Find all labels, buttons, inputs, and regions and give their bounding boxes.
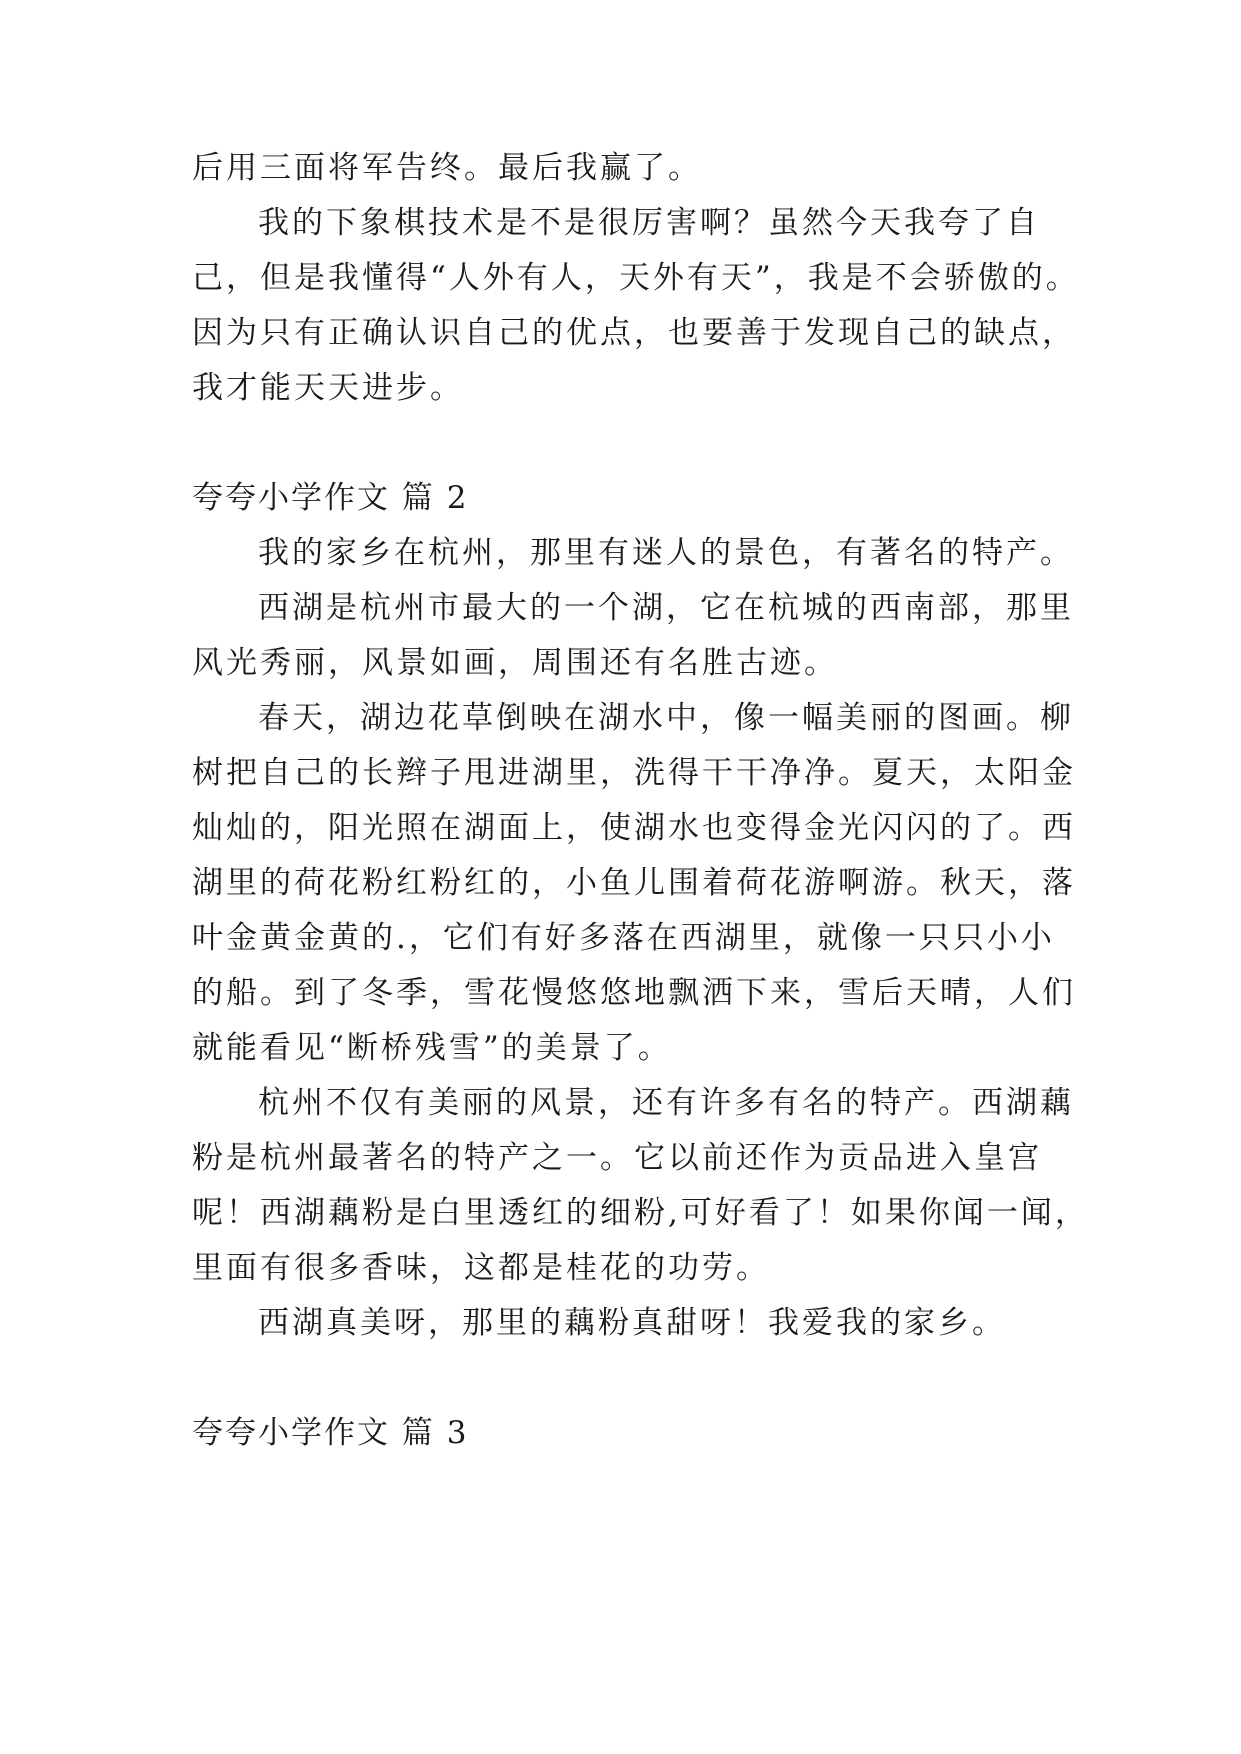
paragraph-line: 叶金黄金黄的.，它们有好多落在西湖里，就像一只只小小 (192, 920, 1055, 956)
paragraph-line: 己，但是我懂得“人外有人，天外有天”，我是不会骄傲的。 (192, 260, 1080, 296)
section-heading: 夸夸小学作文 篇 3 (192, 1415, 469, 1451)
paragraph-line: 我才能天天进步。 (192, 370, 464, 406)
paragraph-line: 因为只有正确认识自己的优点，也要善于发现自己的缺点， (192, 315, 1076, 351)
paragraph-line: 的船。到了冬季，雪花慢悠悠地飘洒下来，雪后天晴，人们 (192, 975, 1076, 1011)
paragraph-line: 风光秀丽，风景如画，周围还有名胜古迹。 (192, 645, 838, 681)
paragraph-line: 后用三面将军告终。最后我赢了。 (192, 150, 702, 186)
paragraph-line: 呢！西湖藕粉是白里透红的细粉,可好看了！如果你闻一闻， (192, 1195, 1089, 1231)
paragraph-line: 西湖是杭州市最大的一个湖，它在杭城的西南部，那里 (258, 590, 1074, 626)
paragraph-line: 我的家乡在杭州，那里有迷人的景色，有著名的特产。 (258, 535, 1074, 571)
paragraph-line: 树把自己的长辫子甩进湖里，洗得干干净净。夏天，太阳金 (192, 755, 1076, 791)
paragraph-line: 粉是杭州最著名的特产之一。它以前还作为贡品进入皇宫 (192, 1140, 1042, 1176)
paragraph-line: 西湖真美呀，那里的藕粉真甜呀！我爱我的家乡。 (258, 1305, 1006, 1341)
paragraph-line: 我的下象棋技术是不是很厉害啊？虽然今天我夸了自 (258, 205, 1040, 241)
section-heading: 夸夸小学作文 篇 2 (192, 480, 469, 516)
paragraph-line: 里面有很多香味，这都是桂花的功劳。 (192, 1250, 770, 1286)
paragraph-line: 湖里的荷花粉红粉红的，小鱼儿围着荷花游啊游。秋天，落 (192, 865, 1076, 901)
paragraph-line: 春天，湖边花草倒映在湖水中，像一幅美丽的图画。柳 (258, 700, 1074, 736)
paragraph-line: 灿灿的，阳光照在湖面上，使湖水也变得金光闪闪的了。西 (192, 810, 1076, 846)
paragraph-line: 就能看见“断桥残雪”的美景了。 (192, 1030, 672, 1066)
paragraph-line: 杭州不仅有美丽的风景，还有许多有名的特产。西湖藕 (258, 1085, 1074, 1121)
